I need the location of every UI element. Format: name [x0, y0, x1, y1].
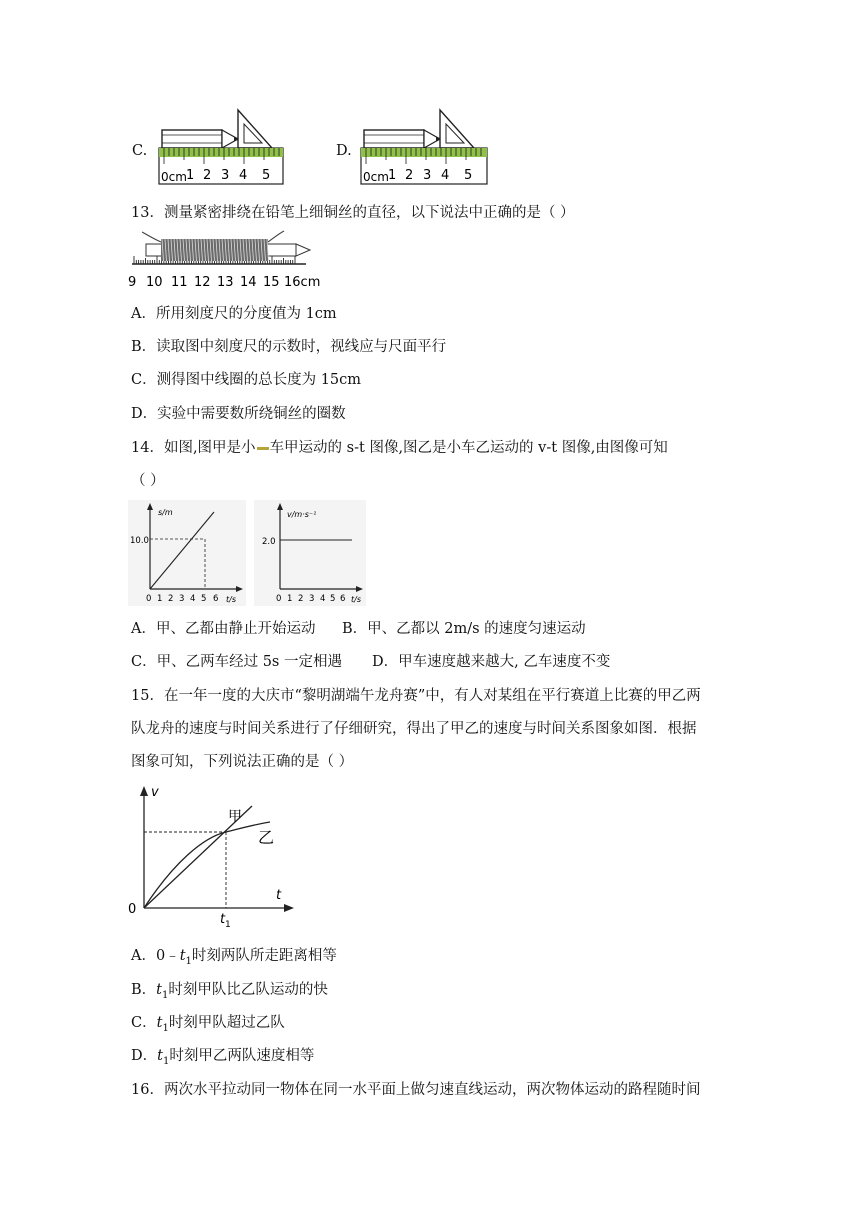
ruler-label: 2	[203, 168, 212, 183]
ruler-label: 1	[186, 168, 195, 183]
vt-xtick: 1	[287, 594, 293, 604]
q16-stem: 16．两次水平拉动同一物体在同一水平面上做匀速直线运动，两次物体运动的路程随时间	[131, 1082, 701, 1098]
q14-stem-part1: 14．如图,图甲是小	[131, 440, 256, 456]
ruler-label: 4	[441, 168, 450, 183]
ruler-figure-c	[158, 104, 286, 188]
vt-ylabel: v/m·s⁻¹	[287, 510, 317, 519]
ruler-label: 3	[423, 168, 432, 183]
q14-option-c: C．甲、乙两车经过 5s 一定相遇	[131, 654, 342, 670]
coil-ruler-label: 15	[263, 275, 280, 290]
jia-label: 甲	[228, 809, 242, 825]
st-xtick: 5	[201, 594, 207, 604]
q15-stem-line1: 15．在一年一度的大庆市“黎明湖端午龙舟赛”中，有人对某组在平行赛道上比赛的甲乙两	[131, 688, 701, 704]
t1-label: t	[220, 912, 226, 927]
coil-ruler-label: 14	[240, 275, 257, 290]
vt-xtick: 3	[309, 594, 315, 604]
ruler-label: 0cm	[363, 170, 389, 184]
vt-xtick: 6	[340, 594, 346, 604]
q15-option-b-prefix: B．	[131, 982, 157, 998]
highlight-mark	[257, 447, 269, 450]
st-xtick: 4	[190, 594, 196, 604]
vt-xtick: 0	[276, 594, 282, 604]
q13-option-c: C．测得图中线圈的总长度为 15cm	[131, 372, 362, 388]
q14-option-a: A．甲、乙都由静止开始运动	[131, 621, 316, 637]
st-xtick: 0	[146, 594, 152, 604]
q14-option-d: D．甲车速度越来越大, 乙车速度不变	[372, 654, 611, 670]
ruler-label: 4	[239, 168, 248, 183]
q15-option-a-rest: 时刻两队所走距离相等	[191, 948, 337, 964]
option-c-label: C.	[132, 143, 148, 159]
coil-ruler-label: 9	[128, 275, 137, 290]
q14-stem-part2: 车甲运动的 s-t 图像,图乙是小车乙运动的 v-t 图像,由图像可知	[269, 440, 668, 456]
q15-option-c-sub: 1	[162, 1022, 169, 1034]
t-axis-label: t	[276, 888, 282, 903]
coil-ruler-label: 11	[171, 275, 188, 290]
q13-stem: 13．测量紧密排绕在铅笔上细铜丝的直径，以下说法中正确的是（ ）	[131, 205, 575, 221]
q15-option-d-t: t	[157, 1048, 163, 1064]
ruler-label: 3	[221, 168, 230, 183]
coil-ruler-label: 12	[194, 275, 211, 290]
ruler-label: 1	[388, 168, 397, 183]
q15-option-b	[131, 980, 328, 1006]
q14-option-b: B．甲、乙都以 2m/s 的速度匀速运动	[342, 621, 586, 637]
st-xlabel: t/s	[226, 595, 236, 604]
q15-option-a-sub: 1	[185, 955, 192, 967]
vt-graph	[254, 500, 366, 606]
q15-option-b-rest: 时刻甲队比乙队运动的快	[168, 982, 328, 998]
q13-option-d: D．实验中需要数所绕铜丝的圈数	[131, 406, 346, 422]
q15-option-a-prefix: A．0﹣	[131, 948, 180, 964]
q15-option-d	[131, 1046, 314, 1072]
st-ylabel: s/m	[158, 508, 173, 517]
coil-ruler-label: 16cm	[284, 275, 321, 290]
t1-subscript: 1	[225, 920, 231, 928]
ruler-label: 2	[405, 168, 414, 183]
q15-option-a-t: t	[179, 948, 186, 964]
coil-ruler-label: 13	[217, 275, 234, 290]
q15-option-c-rest: 时刻甲队超过乙队	[168, 1015, 285, 1031]
q14-stem-line2: （ ）	[131, 473, 165, 489]
q13-option-a: A．所用刻度尺的分度值为 1cm	[131, 306, 337, 322]
ruler-label: 5	[464, 168, 473, 183]
q15-option-d-rest: 时刻甲乙两队速度相等	[169, 1048, 315, 1064]
q15-option-d-sub: 1	[162, 1055, 170, 1067]
st-xtick: 2	[168, 594, 174, 604]
q15-option-c-prefix: C．	[131, 1015, 157, 1031]
st-xtick: 6	[213, 594, 219, 604]
q15-option-b-t: t	[156, 982, 162, 998]
vt-xtick: 2	[298, 594, 304, 604]
vt-xtick: 4	[320, 594, 326, 604]
q14-stem	[131, 438, 668, 458]
ruler-figure-d	[360, 104, 490, 188]
st-xtick: 1	[157, 594, 163, 604]
q15-option-d-prefix: D．	[131, 1048, 158, 1064]
yi-curve	[144, 822, 270, 908]
ruler-label: 5	[262, 168, 271, 183]
vt-race-graph	[124, 782, 300, 928]
q15-option-c	[131, 1013, 285, 1039]
q15-option-b-sub: 1	[161, 989, 169, 1001]
st-ytick: 10.0	[130, 536, 149, 546]
vt-xtick: 5	[330, 594, 336, 604]
q15-option-c-t: t	[156, 1015, 163, 1031]
q15-option-a	[131, 946, 337, 972]
v-axis-label: v	[151, 785, 159, 800]
vt-ytick: 2.0	[262, 537, 276, 547]
q13-option-b: B．读取图中刻度尺的示数时，视线应与尺面平行	[131, 339, 447, 355]
st-xtick: 3	[179, 594, 185, 604]
ruler-label: 0cm	[161, 170, 187, 184]
coil-ruler-figure	[128, 228, 324, 292]
option-d-label: D.	[336, 143, 352, 159]
coil-ruler-label: 10	[146, 275, 163, 290]
q15-stem-line3: 图象可知，下列说法正确的是（ ）	[131, 754, 354, 770]
vt-xlabel: t/s	[351, 595, 361, 604]
q15-stem-line2: 队龙舟的速度与时间关系进行了仔细研究，得出了甲乙的速度与时间关系图象如图．根据	[131, 721, 697, 737]
st-graph	[128, 500, 246, 606]
origin-label: 0	[128, 902, 137, 917]
yi-label: 乙	[258, 828, 275, 847]
